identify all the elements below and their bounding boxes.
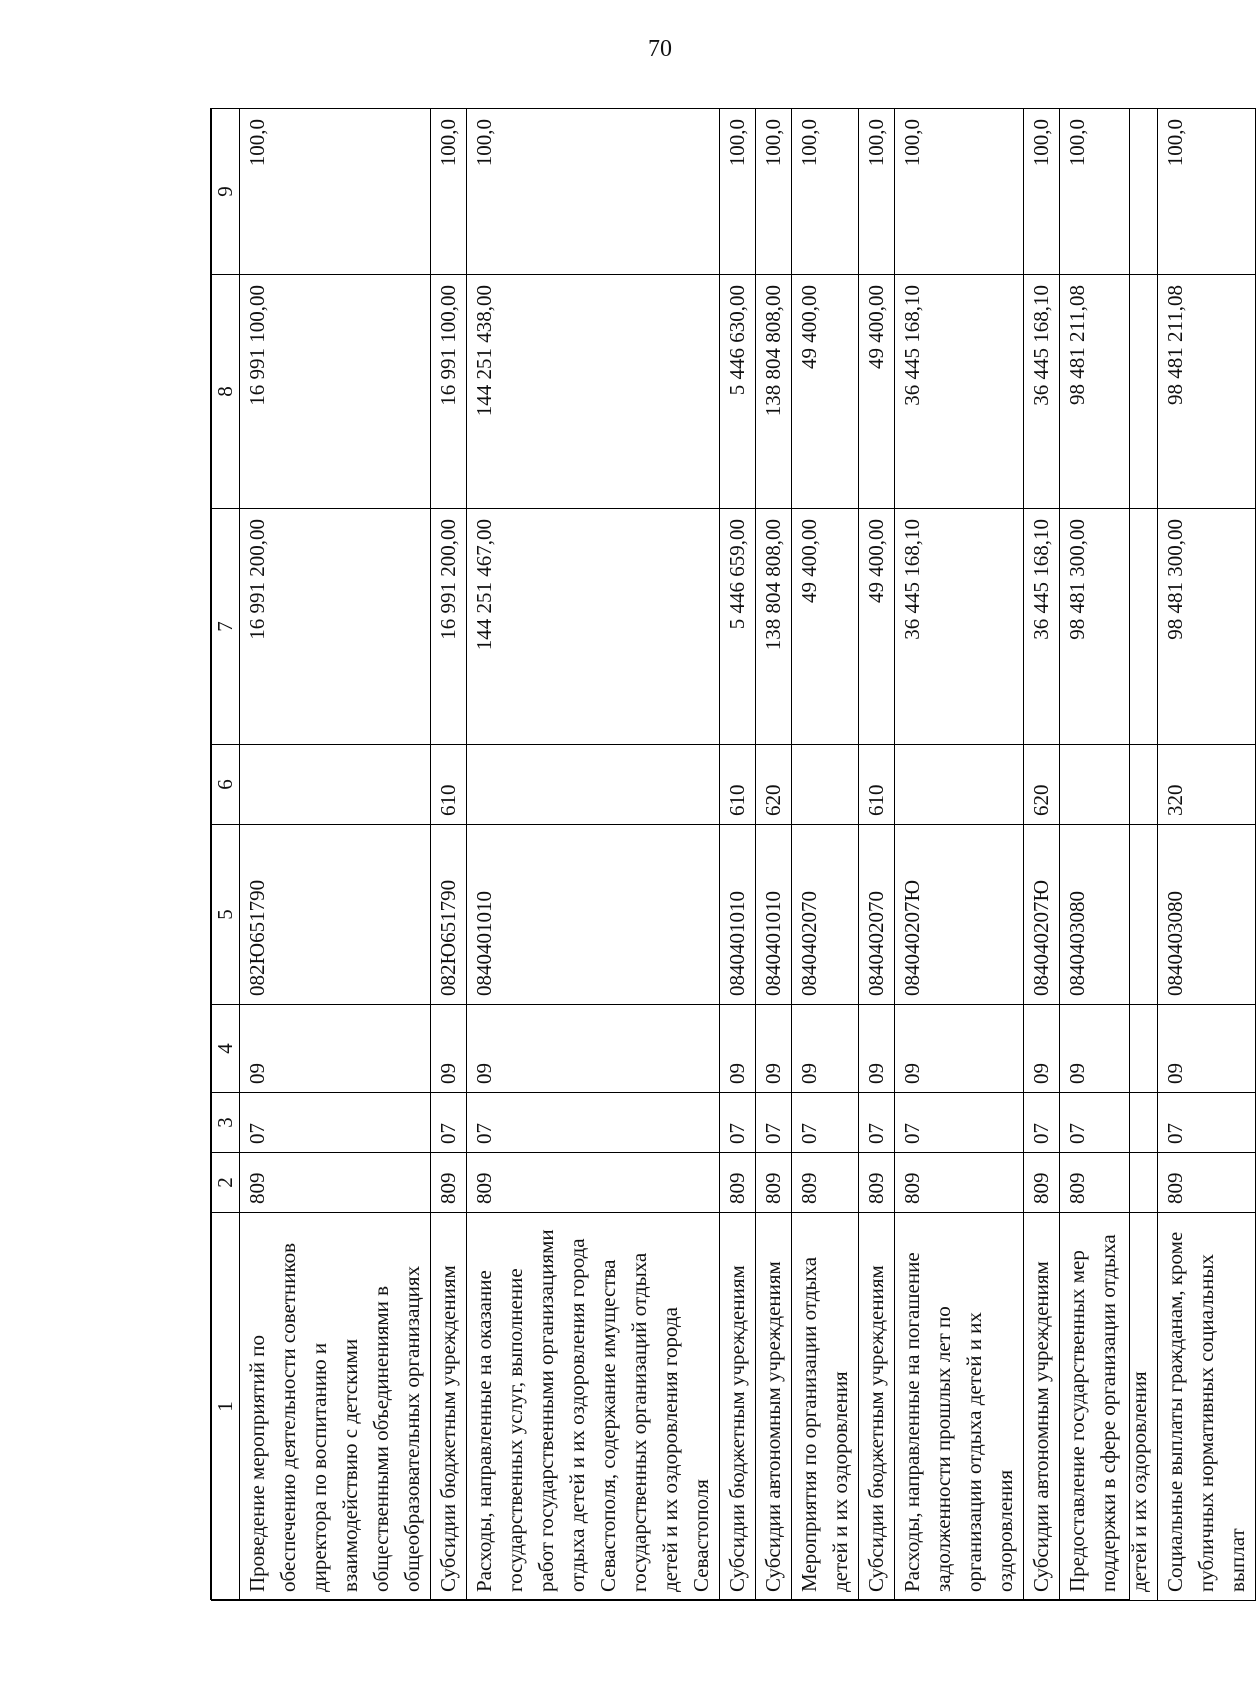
cell-subsection: 09 [895,1005,1024,1093]
cell-actual: 138 804 808,00 [756,275,792,509]
cell-plan: 5 446 659,00 [720,509,756,745]
budget-table-frame [210,108,1249,1600]
cell-plan: 98 481 300,00 [1060,509,1158,745]
cell-admin-code: 809 [895,1153,1024,1213]
cell-section: 07 [1024,1093,1060,1153]
cell-plan: 144 251 467,00 [467,509,720,745]
cell-actual: 49 400,00 [792,275,859,509]
cell-section: 07 [720,1093,756,1153]
cell-admin-code: 809 [467,1153,720,1213]
cell-plan: 98 481 300,00 [1158,509,1256,745]
cell-subsection: 09 [1158,1005,1256,1093]
header-cell: 6 [212,745,240,825]
cell-admin-code: 809 [431,1153,467,1213]
cell-plan: 49 400,00 [859,509,895,745]
cell-actual: 49 400,00 [859,275,895,509]
cell-target-article: 0840403080 [1158,825,1256,1005]
table-row [792,109,859,1601]
cell-admin-code: 809 [756,1153,792,1213]
header-cell: 7 [212,509,240,745]
cell-actual: 98 481 211,08 [1060,275,1158,509]
table-row [1060,109,1158,1601]
header-cell: 8 [212,275,240,509]
cell-actual: 36 445 168,10 [1024,275,1060,509]
table-row [240,109,431,1601]
cell-target-article: 082Ю651790 [240,825,431,1005]
header-cell: 1 [212,1213,240,1601]
cell-target-article: 0840402070 [859,825,895,1005]
cell-percent: 100,0 [1024,109,1060,275]
cell-expense-type: 610 [431,745,467,825]
cell-percent: 100,0 [1158,109,1256,275]
cell-percent: 100,0 [467,109,720,275]
header-cell: 4 [212,1005,240,1093]
row-name: Субсидии бюджетным учреждениям [720,1213,756,1601]
cell-target-article: 0840403080 [1060,825,1158,1005]
cell-admin-code: 809 [1060,1153,1158,1213]
cell-expense-type [240,745,431,825]
cell-admin-code: 809 [1024,1153,1060,1213]
row-name: Субсидии бюджетным учреждениям [859,1213,895,1601]
row-name: Предоставление государственных мер поддержки в сфере организации отдыха детей и их оздоровления [1060,1213,1158,1601]
table-row [756,109,792,1601]
table-row [1024,109,1060,1601]
cell-percent: 100,0 [792,109,859,275]
row-name: Социальные выплаты гражданам, кроме публичных нормативных социальных выплат [1158,1213,1256,1601]
header-row [212,109,240,1601]
cell-expense-type: 620 [756,745,792,825]
cell-section: 07 [756,1093,792,1153]
cell-section: 07 [1158,1093,1256,1153]
row-name: Проведение мероприятий по обеспечению деятельности советников директора по воспитанию и взаимодействию с детскими общественными объединениями в общеобразовательных организациях [240,1213,431,1601]
cell-subsection: 09 [240,1005,431,1093]
cell-admin-code: 809 [792,1153,859,1213]
cell-section: 07 [1060,1093,1158,1153]
cell-subsection: 09 [1024,1005,1060,1093]
cell-target-article: 0840402070 [792,825,859,1005]
page-number: 70 [648,36,672,62]
cell-actual: 16 991 100,00 [431,275,467,509]
cell-section: 07 [467,1093,720,1153]
cell-actual: 5 446 630,00 [720,275,756,509]
cell-section: 07 [895,1093,1024,1153]
cell-plan: 49 400,00 [792,509,859,745]
cell-admin-code: 809 [1158,1153,1256,1213]
cell-actual: 98 481 211,08 [1158,275,1256,509]
table-row [1158,109,1256,1601]
header-cell: 5 [212,825,240,1005]
cell-expense-type: 320 [1158,745,1256,825]
table-row [467,109,720,1601]
cell-subsection: 09 [1060,1005,1158,1093]
cell-section: 07 [792,1093,859,1153]
cell-admin-code: 809 [859,1153,895,1213]
cell-admin-code: 809 [240,1153,431,1213]
cell-subsection: 09 [467,1005,720,1093]
cell-subsection: 09 [756,1005,792,1093]
cell-actual: 36 445 168,10 [895,275,1024,509]
cell-expense-type [792,745,859,825]
cell-actual: 144 251 438,00 [467,275,720,509]
cell-percent: 100,0 [859,109,895,275]
table-row [859,109,895,1601]
cell-target-article: 084040207Ю [1024,825,1060,1005]
rotated-table-container [211,109,1249,1601]
cell-admin-code: 809 [720,1153,756,1213]
table-row [431,109,467,1601]
header-cell: 2 [212,1153,240,1213]
row-name: Расходы, направленные на погашение задолженности прошлых лет по организации отдыха детей и их оздоровления [895,1213,1024,1601]
row-name: Расходы, направленные на оказание государственных услуг, выполнение работ государственными организациями отдыха детей и их оздоровления города Севастополя, содержание имущества государственных организаций отдыха детей и их оздоровления города Севастополя [467,1213,720,1601]
cell-expense-type [1060,745,1158,825]
row-name: Субсидии автономным учреждениям [1024,1213,1060,1601]
cell-percent: 100,0 [720,109,756,275]
budget-table [211,108,1256,1601]
cell-expense-type [895,745,1024,825]
row-name: Субсидии автономным учреждениям [756,1213,792,1601]
header-cell: 9 [212,109,240,275]
cell-subsection: 09 [431,1005,467,1093]
cell-expense-type: 610 [859,745,895,825]
cell-percent: 100,0 [1060,109,1158,275]
cell-percent: 100,0 [756,109,792,275]
cell-plan: 36 445 168,10 [895,509,1024,745]
cell-target-article: 0840401010 [720,825,756,1005]
cell-plan: 36 445 168,10 [1024,509,1060,745]
cell-target-article: 0840401010 [467,825,720,1005]
row-name: Субсидии бюджетным учреждениям [431,1213,467,1601]
cell-section: 07 [859,1093,895,1153]
cell-expense-type [467,745,720,825]
row-name: Мероприятия по организации отдыха детей и их оздоровления [792,1213,859,1601]
cell-target-article: 0840401010 [756,825,792,1005]
cell-section: 07 [240,1093,431,1153]
cell-plan: 16 991 200,00 [240,509,431,745]
cell-percent: 100,0 [240,109,431,275]
cell-target-article: 082Ю651790 [431,825,467,1005]
cell-plan: 16 991 200,00 [431,509,467,745]
header-cell: 3 [212,1093,240,1153]
cell-subsection: 09 [859,1005,895,1093]
cell-percent: 100,0 [431,109,467,275]
cell-subsection: 09 [792,1005,859,1093]
cell-percent: 100,0 [895,109,1024,275]
cell-target-article: 084040207Ю [895,825,1024,1005]
table-row [720,109,756,1601]
cell-actual: 16 991 100,00 [240,275,431,509]
cell-subsection: 09 [720,1005,756,1093]
cell-plan: 138 804 808,00 [756,509,792,745]
cell-expense-type: 610 [720,745,756,825]
table-row [895,109,1024,1601]
cell-expense-type: 620 [1024,745,1060,825]
cell-section: 07 [431,1093,467,1153]
